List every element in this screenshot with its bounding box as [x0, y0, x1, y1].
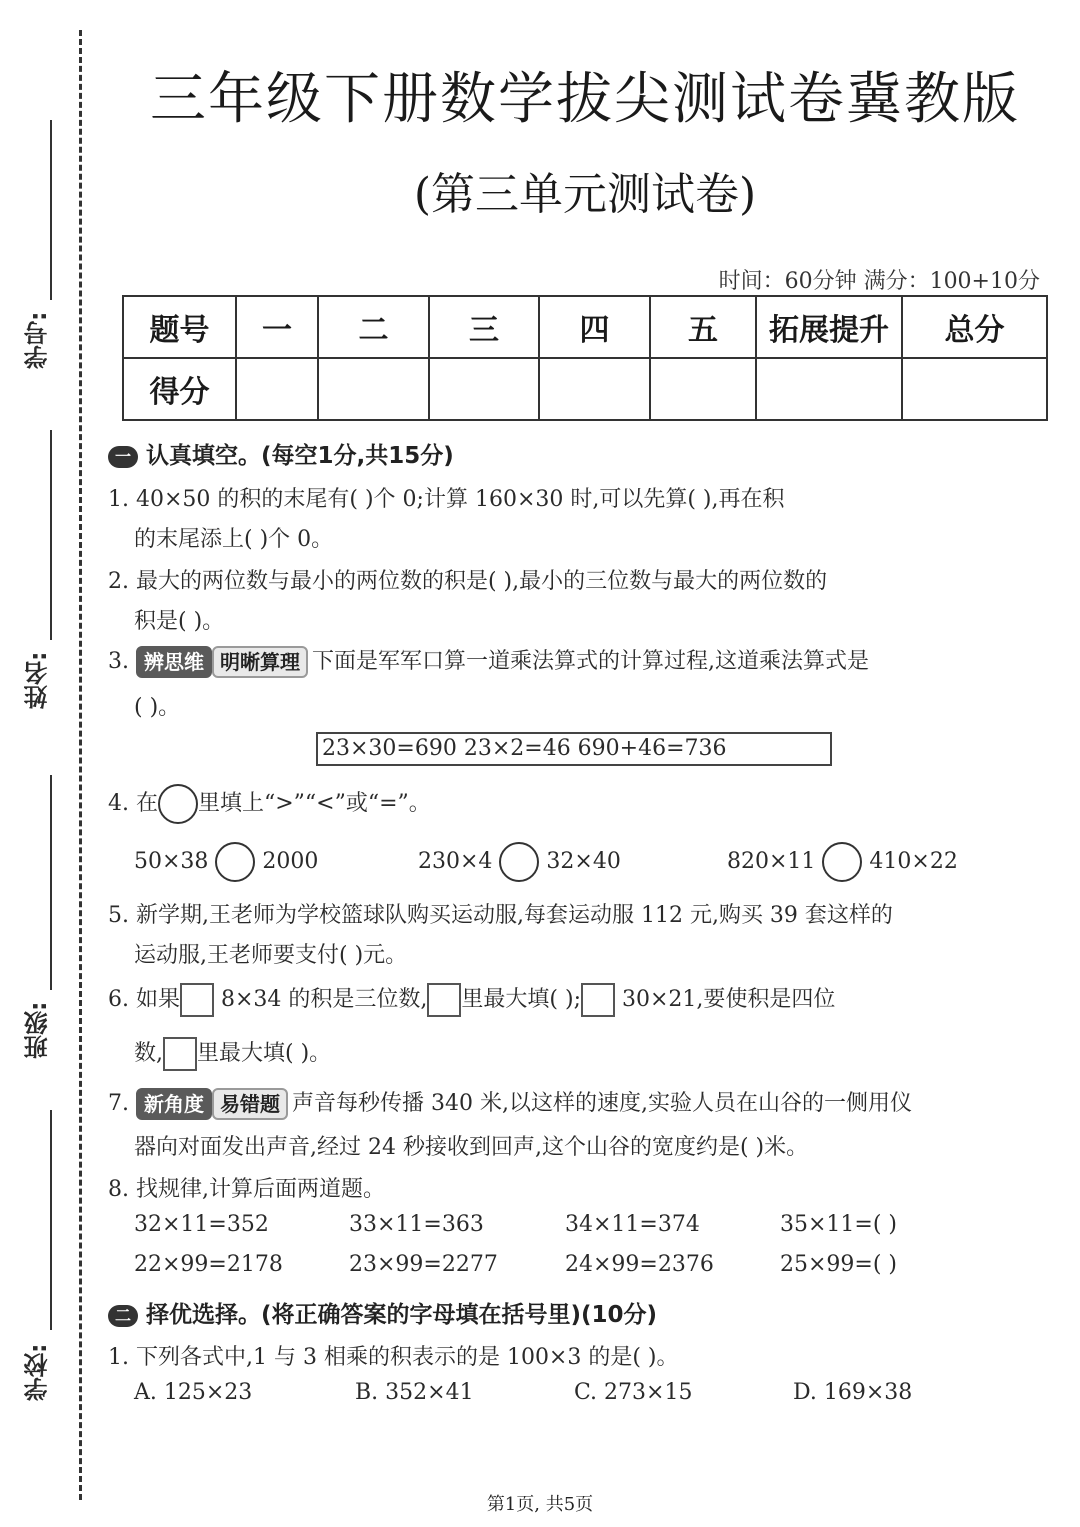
name-write-line: [50, 430, 52, 640]
q7-line1: [108, 1086, 912, 1120]
q8-title: 8. 找规律,计算后面两道题。: [108, 1177, 385, 1202]
q4-post: 里填上“>”“<”或“=”。: [197, 791, 431, 816]
s2-q1-option-c: C. 273×15: [574, 1380, 693, 1405]
q8-row2-col1: 22×99=2178: [134, 1252, 283, 1277]
q1-line2: 的末尾添上( )个 0。: [134, 527, 334, 552]
student-id-label: 学号:: [24, 311, 52, 369]
q4-item-2: [418, 842, 621, 882]
score-header-cell: 题号: [123, 296, 236, 358]
q4-item-left: 820×11: [727, 849, 816, 874]
score-row-label: 得分: [123, 358, 236, 420]
q4-item-left: 230×4: [418, 849, 493, 874]
q6-line1: [108, 982, 835, 1017]
q7-line2: 器向对面发出声音,经过 24 秒接收到回声,这个山谷的宽度约是( )米。: [134, 1135, 809, 1160]
q7-tag-error-prone: 易错题: [212, 1088, 288, 1120]
score-entry-cell[interactable]: [318, 358, 429, 420]
section1-heading: [108, 437, 454, 470]
score-entry-cell[interactable]: [756, 358, 902, 420]
section1-number-badge: 一: [108, 446, 138, 468]
digit-box-blank[interactable]: [581, 983, 615, 1017]
q3-calculation: 23×30=690 23×2=46 690+46=736: [322, 736, 727, 761]
s2-q1-option-b: B. 352×41: [355, 1380, 474, 1405]
name-label: 姓名:: [24, 651, 52, 709]
q8-row2-col2: 23×99=2277: [349, 1252, 498, 1277]
q2-line2: 积是( )。: [134, 609, 225, 634]
q8-row2-col4: 25×99=( ): [780, 1252, 898, 1277]
section2-heading: [108, 1296, 657, 1329]
section2-title: 择优选择。(将正确答案的字母填在括号里)(10分): [146, 1302, 658, 1328]
score-entry-cell[interactable]: [236, 358, 318, 420]
circle-icon: [158, 784, 198, 824]
score-header-cell: 四: [539, 296, 650, 358]
binding-dashed-line: [79, 30, 82, 1500]
q8-row1-col2: 33×11=363: [349, 1212, 484, 1237]
compare-circle-blank[interactable]: [215, 842, 255, 882]
q4-item-right: 410×22: [869, 849, 958, 874]
school-label: 学校:: [24, 1343, 52, 1401]
q6-b: 8×34 的积是三位数,: [220, 987, 428, 1012]
q3-line1: [108, 644, 869, 678]
q3-text: 下面是军军口算一道乘法算式的计算过程,这道乘法算式是: [312, 649, 869, 674]
compare-circle-blank[interactable]: [499, 842, 539, 882]
q6-f: 里最大填( )。: [197, 1041, 332, 1066]
q8-row1-col3: 34×11=374: [565, 1212, 700, 1237]
q6-c: 里最大填( );: [461, 987, 581, 1012]
page-title: 三年级下册数学拔尖测试卷冀教版: [150, 67, 1020, 132]
class-label: 班级:: [24, 1001, 52, 1059]
score-header-cell: 一: [236, 296, 318, 358]
q7-tag-new-angle: 新角度: [136, 1088, 212, 1120]
q5-line2: 运动服,王老师要支付( )元。: [134, 943, 408, 968]
student-id-write-line: [50, 120, 52, 300]
q6-a: 6. 如果: [108, 987, 180, 1012]
q7-number: 7.: [108, 1091, 129, 1116]
s2-q1-option-d: D. 169×38: [793, 1380, 913, 1405]
score-header-cell: 五: [650, 296, 756, 358]
score-header-cell: 拓展提升: [756, 296, 902, 358]
score-table: [122, 295, 1048, 421]
q4-line: [108, 784, 431, 824]
q6-d: 30×21,要使积是四位: [621, 987, 836, 1012]
score-header-cell: 三: [429, 296, 539, 358]
q3-line2: ( )。: [134, 695, 181, 720]
q3-number: 3.: [108, 649, 129, 674]
s2-q1-option-a: A. 125×23: [134, 1380, 253, 1405]
s2-q1: 1. 下列各式中,1 与 3 相乘的积表示的是 100×3 的是( )。: [108, 1345, 679, 1370]
q7-text: 声音每秒传播 340 米,以这样的速度,实验人员在山谷的一侧用仪: [292, 1091, 912, 1116]
q4-item-right: 2000: [262, 849, 319, 874]
time-score-info: 时间：60分钟 满分：100+10分: [718, 269, 1040, 294]
q4-item-3: [727, 842, 958, 882]
compare-circle-blank[interactable]: [822, 842, 862, 882]
q6-e: 数,: [134, 1041, 163, 1066]
score-entry-cell[interactable]: [650, 358, 756, 420]
q2-line1: 2. 最大的两位数与最小的两位数的积是( ),最小的三位数与最大的两位数的: [108, 569, 828, 594]
q4-pre: 4. 在: [108, 791, 158, 816]
q8-row1-col4: 35×11=( ): [780, 1212, 898, 1237]
score-entry-cell[interactable]: [539, 358, 650, 420]
q3-tag-thinking: 辨思维: [136, 646, 212, 678]
digit-box-blank[interactable]: [163, 1037, 197, 1071]
q4-item-right: 32×40: [546, 849, 621, 874]
class-write-line: [50, 775, 52, 990]
score-entry-cell[interactable]: [902, 358, 1047, 420]
q8-row2-col3: 24×99=2376: [565, 1252, 714, 1277]
page-subtitle: (第三单元测试卷): [413, 169, 757, 220]
score-entry-cell[interactable]: [429, 358, 539, 420]
q8-row1-col1: 32×11=352: [134, 1212, 269, 1237]
digit-box-blank[interactable]: [180, 983, 214, 1017]
q4-item-1: [134, 842, 318, 882]
score-header-cell: 总分: [902, 296, 1047, 358]
school-write-line: [50, 1110, 52, 1330]
section2-number-badge: 二: [108, 1305, 138, 1327]
digit-box-blank[interactable]: [427, 983, 461, 1017]
q1-line1: 1. 40×50 的积的末尾有( )个 0;计算 160×30 时,可以先算( ),再在积: [108, 487, 785, 512]
section1-title: 认真填空。(每空1分,共15分): [146, 443, 454, 469]
page-footer: 第1页, 共5页: [486, 1494, 594, 1515]
q6-line2: [134, 1036, 331, 1071]
score-header-cell: 二: [318, 296, 429, 358]
q5-line1: 5. 新学期,王老师为学校篮球队购买运动服,每套运动服 112 元,购买 39 套这样的: [108, 903, 893, 928]
q3-tag-reasoning: 明晰算理: [212, 646, 308, 678]
q4-item-left: 50×38: [134, 849, 209, 874]
q3-calculation-box: [316, 732, 832, 766]
